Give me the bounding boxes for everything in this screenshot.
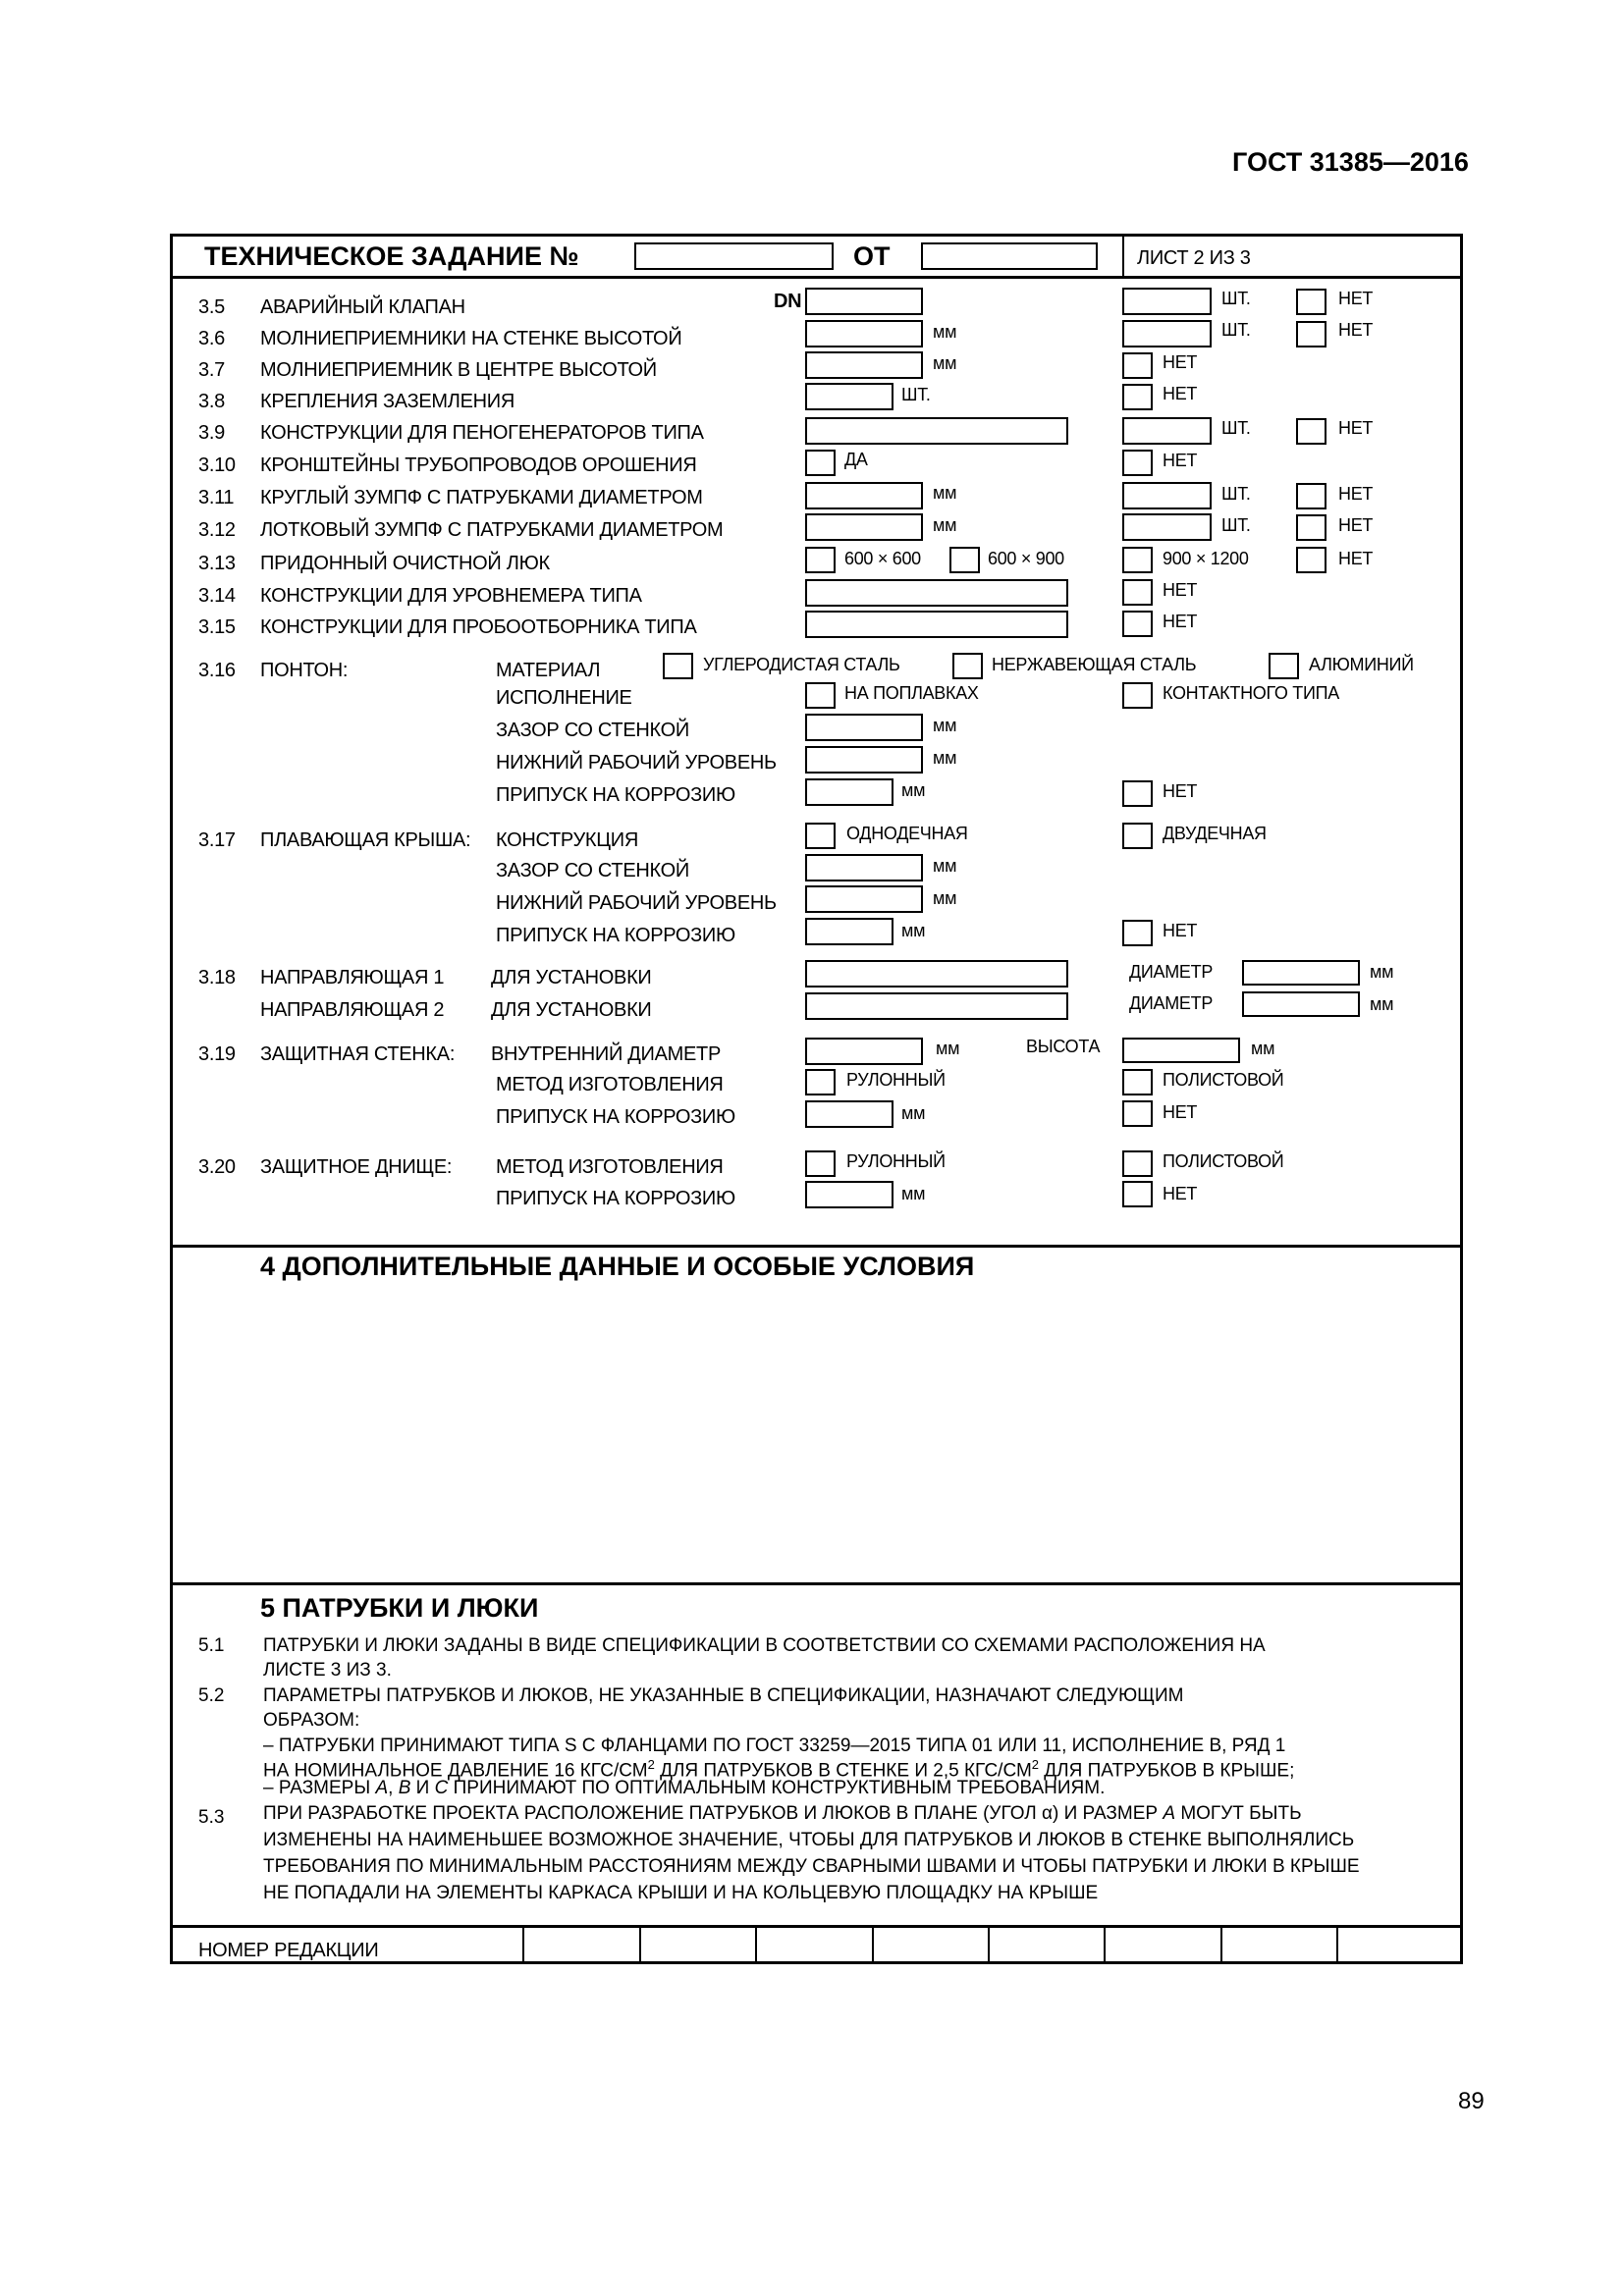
guide1-install-field[interactable] [805,960,1068,988]
unit-mm: мм [933,483,957,503]
no-label: НЕТ [1163,352,1198,372]
ponton-aluminium-checkbox[interactable] [1269,653,1299,679]
paragraph-5-2-line1: – ПАТРУБКИ ПРИНИМАЮТ ТИПА S С ФЛАНЦАМИ ПО ГОСТ 33259—2015 ТИПА 01 ИЛИ 11, ИСПОЛНЕНИЕ В, РЯД 1 [263,1735,1286,1756]
no-label: НЕТ [1163,384,1198,403]
revision-cell-divider [1336,1926,1338,1964]
dn-label: DN [774,291,802,312]
row-label: КОНСТРУКЦИИ ДЛЯ ПРОБООТБОРНИКА ТИПА [260,616,697,638]
ponton-gap-field[interactable] [805,714,923,741]
ponton-corrosion-field[interactable] [805,778,893,806]
row-number: 3.14 [198,585,236,607]
row-number: 3.15 [198,616,236,638]
standard-number: ГОСТ 31385—2016 [1232,147,1469,177]
foam-generator-type-field[interactable] [805,417,1068,445]
section3-divider [170,1245,1463,1248]
execution-label: ИСПОЛНЕНИЕ [496,687,632,709]
form-title: ТЕХНИЧЕСКОЕ ЗАДАНИЕ № [204,241,579,271]
ponton-corrosion-no-checkbox[interactable] [1122,780,1153,807]
row-number: 3.19 [198,1043,236,1065]
unit-mm: мм [933,856,957,876]
unit-pcs: ШТ. [901,385,931,404]
no-label: НЕТ [1338,549,1374,568]
sprinkler-yes-checkbox[interactable] [805,450,836,476]
unit-mm: мм [933,716,957,735]
no-label: НЕТ [1338,515,1374,535]
dimension-b: В [398,1778,411,1798]
row-number: 3.20 [198,1156,236,1178]
grounding-qty-field[interactable] [805,383,893,410]
tray-sump-qty-field[interactable] [1122,513,1212,541]
corrosion-label: ПРИПУСК НА КОРРОЗИЮ [496,925,735,946]
level-gauge-no-checkbox[interactable] [1122,579,1153,606]
additional-conditions-area[interactable] [196,1296,1443,1571]
diameter-label: ДИАМЕТР [1129,962,1214,982]
roof-label: ПЛАВАЮЩАЯ КРЫША: [260,829,471,851]
round-sump-qty-field[interactable] [1122,482,1212,509]
bottom-sheet-checkbox[interactable] [1122,1150,1153,1177]
footer-divider [170,1925,1463,1928]
dimension-a: А [375,1778,389,1798]
date-field[interactable] [921,242,1098,270]
unit-mm: мм [933,353,957,373]
revision-cell-divider [872,1926,874,1964]
unit-mm: мм [933,515,957,535]
lower-level-label: НИЖНИЙ РАБОЧИЙ УРОВЕНЬ [496,752,777,774]
double-deck-label: ДВУДЕЧНАЯ [1163,824,1267,843]
hatch-no-checkbox[interactable] [1296,547,1326,573]
row-number: 3.18 [198,967,236,988]
construction-label: КОНСТРУКЦИЯ [496,829,638,851]
guide1-label: НАПРАВЛЯЮЩАЯ 1 [260,967,445,988]
carbon-steel-label: УГЛЕРОДИСТАЯ СТАЛЬ [703,655,900,674]
paragraph-5-1: ПАТРУБКИ И ЛЮКИ ЗАДАНЫ В ВИДЕ СПЕЦИФИКАЦИИ В СООТВЕТСТВИИ СО СХЕМАМИ РАСПОЛОЖЕНИЯ НА ЛИСТЕ 3 ИЗ 3. [263,1635,1266,1681]
gap-label: ЗАЗОР СО СТЕНКОЙ [496,720,689,741]
wall-corrosion-no-checkbox[interactable] [1122,1100,1153,1127]
rolled-label: РУЛОННЫЙ [846,1151,946,1171]
pressure-wall-text: НА НОМИНАЛЬНОЕ ДАВЛЕНИЕ 16 КГС/СМ [263,1760,648,1782]
hatch-900x1200-checkbox[interactable] [1122,547,1153,573]
valve-dn-field[interactable] [805,288,923,315]
wall-rolled-checkbox[interactable] [805,1069,836,1095]
unit-mm: мм [901,921,926,940]
revision-cell-divider [522,1926,524,1964]
unit-pcs: ШТ. [1221,484,1251,504]
no-label: НЕТ [1338,289,1374,308]
paragraph-5-3 [263,1800,1382,1906]
diameter-label: ДИАМЕТР [1129,993,1214,1013]
paragraph-5-3-part1: ПРИ РАЗРАБОТКЕ ПРОЕКТА РАСПОЛОЖЕНИЕ ПАТРУБКОВ И ЛЮКОВ В ПЛАНЕ (УГОЛ α) И РАЗМЕР [263,1803,1164,1824]
superscript: 2 [647,1757,655,1772]
round-sump-no-checkbox[interactable] [1296,483,1326,509]
no-label: НЕТ [1338,418,1374,438]
inner-diameter-label: ВНУТРЕННИЙ ДИАМЕТР [491,1043,721,1065]
center-rod-no-checkbox[interactable] [1122,352,1153,379]
corrosion-label: ПРИПУСК НА КОРРОЗИЮ [496,784,735,806]
revision-label: НОМЕР РЕДАКЦИИ [198,1940,379,1961]
row-number: 3.9 [198,422,225,444]
order-number-field[interactable] [634,242,834,270]
unit-pcs: ШТ. [1221,289,1251,308]
unit-mm: мм [936,1039,960,1058]
paragraph-5-3-part2: МОГУТ БЫТЬ ИЗМЕНЕНЫ НА НАИМЕНЬШЕЕ ВОЗМОЖНОЕ ЗНАЧЕНИЕ, ЧТОБЫ ДЛЯ ПАТРУБКОВ И ЛЮКОВ В СТЕНКЕ ВЫПОЛНЯЛИСЬ ТРЕБОВАНИЯ ПО МИНИМАЛЬНЫМ РАССТОЯНИЯМ МЕЖДУ СВАРНЫМИ ШВАМИ И ЧТОБЫ ПАТРУБКИ И ЛЮКИ В КРЫШЕ НЕ ПОПАДАЛИ НА ЭЛЕМЕНТЫ КАРКАСА КРЫШИ И НА КОЛЬЦЕВУЮ ПЛОЩАДКУ НА КРЫШЕ [263,1803,1360,1903]
wall-rod-qty-field[interactable] [1122,320,1212,347]
dimensions-suffix: ПРИНИМАЮТ ПО ОПТИМАЛЬНЫМ КОНСТРУКТИВНЫМ ТРЕБОВАНИЯМ. [448,1778,1106,1798]
row-number: 3.8 [198,391,225,412]
revision-cell-divider [1220,1926,1222,1964]
for-install-label: ДЛЯ УСТАНОВКИ [491,999,652,1021]
row-label: КОНСТРУКЦИИ ДЛЯ ПЕНОГЕНЕРАТОРОВ ТИПА [260,422,704,444]
no-label: НЕТ [1163,580,1198,600]
pressure-roof-tail: ДЛЯ ПАТРУБКОВ В КРЫШЕ; [1039,1760,1295,1782]
bottom-rolled-checkbox[interactable] [805,1150,836,1177]
gap-label: ЗАЗОР СО СТЕНКОЙ [496,860,689,881]
row-number: 3.10 [198,454,236,476]
row-number: 3.11 [198,487,235,508]
sheet-label: ЛИСТ 2 ИЗ 3 [1137,247,1251,269]
row-label: КРУГЛЫЙ ЗУМПФ С ПАТРУБКАМИ ДИАМЕТРОМ [260,487,703,508]
ponton-contact-checkbox[interactable] [1122,682,1153,709]
no-label: НЕТ [1163,781,1198,801]
row-number: 3.13 [198,553,236,574]
lower-level-label: НИЖНИЙ РАБОЧИЙ УРОВЕНЬ [496,892,777,914]
guide1-diameter-field[interactable] [1242,960,1360,986]
row-number: 3.5 [198,296,225,318]
roof-corrosion-field[interactable] [805,918,893,945]
tray-sump-diameter-field[interactable] [805,513,923,541]
row-label: АВАРИЙНЫЙ КЛАПАН [260,296,465,318]
revision-cell-divider [1104,1926,1106,1964]
revision-cell-divider [755,1926,757,1964]
sheet-label: ПОЛИСТОВОЙ [1163,1070,1284,1090]
stainless-steel-label: НЕРЖАВЕЮЩАЯ СТАЛЬ [992,655,1197,674]
unit-mm: мм [933,748,957,768]
ponton-floats-checkbox[interactable] [805,682,836,709]
hatch-option-label: 900 × 1200 [1163,549,1249,568]
unit-mm: мм [1370,994,1394,1014]
sprinkler-no-checkbox[interactable] [1122,450,1153,476]
no-label: НЕТ [1163,1102,1198,1122]
no-label: НЕТ [1163,451,1198,470]
row-label: ЛОТКОВЫЙ ЗУМПФ С ПАТРУБКАМИ ДИАМЕТРОМ [260,519,724,541]
superscript: 2 [1031,1757,1040,1772]
row-label: МОЛНИЕПРИЕМНИКИ НА СТЕНКЕ ВЫСОТОЙ [260,328,682,349]
method-label: МЕТОД ИЗГОТОВЛЕНИЯ [496,1156,724,1178]
separator: И [410,1778,435,1798]
wall-corrosion-field[interactable] [805,1100,893,1128]
unit-mm: мм [1251,1039,1275,1058]
valve-qty-field[interactable] [1122,288,1212,315]
guide2-install-field[interactable] [805,992,1068,1020]
from-label: ОТ [853,241,891,271]
separator: , [388,1778,399,1798]
row-label: КРЕПЛЕНИЯ ЗАЗЕМЛЕНИЯ [260,391,514,412]
pressure-roof-text: ДЛЯ ПАТРУБКОВ В СТЕНКЕ И 2,5 КГС/СМ [654,1760,1032,1782]
no-label: НЕТ [1163,1184,1198,1203]
method-label: МЕТОД ИЗГОТОВЛЕНИЯ [496,1074,724,1095]
foam-generator-no-checkbox[interactable] [1296,418,1326,445]
bottom-corrosion-field[interactable] [805,1181,893,1208]
roof-double-deck-checkbox[interactable] [1122,823,1153,849]
material-label: МАТЕРИАЛ [496,660,601,681]
revision-cell-divider [639,1926,641,1964]
row-number: 3.6 [198,328,225,349]
wall-rod-no-checkbox[interactable] [1296,321,1326,347]
unit-mm: мм [1370,962,1394,982]
wall-rod-height-field[interactable] [805,320,923,347]
hatch-option-label: 600 × 600 [844,549,921,568]
corrosion-label: ПРИПУСК НА КОРРОЗИЮ [496,1188,735,1209]
paragraph-number: 5.1 [198,1635,225,1656]
floats-label: НА ПОПЛАВКАХ [844,683,979,703]
wall-inner-diameter-field[interactable] [805,1038,923,1065]
row-number: 3.16 [198,660,236,681]
no-label: НЕТ [1163,612,1198,631]
hatch-option-label: 600 × 900 [988,549,1064,568]
row-number: 3.17 [198,829,236,851]
sheet-divider [1122,234,1124,277]
row-label: ПРИДОННЫЙ ОЧИСТНОЙ ЛЮК [260,553,550,574]
sampler-no-checkbox[interactable] [1122,611,1153,637]
ponton-lower-level-field[interactable] [805,746,923,774]
unit-pcs: ШТ. [1221,320,1251,340]
dimension-c: С [434,1778,449,1798]
paragraph-number: 5.2 [198,1685,225,1706]
roof-gap-field[interactable] [805,854,923,881]
hatch-600x900-checkbox[interactable] [949,547,980,573]
ponton-carbon-steel-checkbox[interactable] [663,653,693,679]
wall-sheet-checkbox[interactable] [1122,1069,1153,1095]
contact-label: КОНТАКТНОГО ТИПА [1163,683,1339,703]
aluminium-label: АЛЮМИНИЙ [1309,655,1414,674]
wall-height-field[interactable] [1122,1038,1240,1063]
valve-no-checkbox[interactable] [1296,289,1326,315]
no-label: НЕТ [1163,921,1198,940]
center-rod-height-field[interactable] [805,351,923,379]
bottom-corrosion-no-checkbox[interactable] [1122,1181,1153,1207]
roof-single-deck-checkbox[interactable] [805,823,836,849]
section5-title: 5 ПАТРУБКИ И ЛЮКИ [260,1593,539,1623]
roof-lower-level-field[interactable] [805,885,923,913]
yes-label: ДА [844,450,868,469]
section4-divider [170,1582,1463,1585]
grounding-no-checkbox[interactable] [1122,384,1153,410]
unit-mm: мм [901,1184,926,1203]
foam-generator-qty-field[interactable] [1122,417,1212,445]
row-number: 3.12 [198,519,236,541]
page-number: 89 [1458,2088,1485,2114]
row-number: 3.7 [198,359,225,381]
paragraph-number: 5.3 [198,1807,225,1828]
ponton-stainless-steel-checkbox[interactable] [952,653,983,679]
for-install-label: ДЛЯ УСТАНОВКИ [491,967,652,988]
no-label: НЕТ [1338,484,1374,504]
row-label: КОНСТРУКЦИИ ДЛЯ УРОВНЕМЕРА ТИПА [260,585,642,607]
height-label: ВЫСОТА [1026,1037,1101,1056]
no-label: НЕТ [1338,320,1374,340]
bottom-label: ЗАЩИТНОЕ ДНИЩЕ: [260,1156,453,1178]
single-deck-label: ОДНОДЕЧНАЯ [846,824,968,843]
sampler-type-field[interactable] [805,611,1068,638]
guide2-diameter-field[interactable] [1242,991,1360,1017]
tray-sump-no-checkbox[interactable] [1296,514,1326,541]
corrosion-label: ПРИПУСК НА КОРРОЗИЮ [496,1106,735,1128]
unit-pcs: ШТ. [1221,515,1251,535]
section4-title: 4 ДОПОЛНИТЕЛЬНЫЕ ДАННЫЕ И ОСОБЫЕ УСЛОВИЯ [260,1252,975,1281]
unit-mm: мм [933,888,957,908]
revision-cell-divider [988,1926,990,1964]
unit-pcs: ШТ. [1221,418,1251,438]
dimensions-prefix: – РАЗМЕРЫ [263,1778,376,1798]
paragraph-5-2-line3 [263,1776,1105,1800]
wall-label: ЗАЩИТНАЯ СТЕНКА: [260,1043,456,1065]
rolled-label: РУЛОННЫЙ [846,1070,946,1090]
roof-corrosion-no-checkbox[interactable] [1122,920,1153,946]
header-divider [170,276,1463,279]
unit-mm: мм [901,780,926,800]
ponton-label: ПОНТОН: [260,660,349,681]
dimension-a: А [1163,1803,1176,1824]
hatch-600x600-checkbox[interactable] [805,547,836,573]
unit-mm: мм [933,322,957,342]
level-gauge-type-field[interactable] [805,579,1068,607]
sheet-label: ПОЛИСТОВОЙ [1163,1151,1284,1171]
paragraph-5-2-head: ПАРАМЕТРЫ ПАТРУБКОВ И ЛЮКОВ, НЕ УКАЗАННЫЕ В СПЕЦИФИКАЦИИ, НАЗНАЧАЮТ СЛЕДУЮЩИМ ОБРАЗОМ: [263,1685,1184,1731]
round-sump-diameter-field[interactable] [805,482,923,509]
row-label: МОЛНИЕПРИЕМНИК В ЦЕНТРЕ ВЫСОТОЙ [260,359,657,381]
guide2-label: НАПРАВЛЯЮЩАЯ 2 [260,999,445,1021]
row-label: КРОНШТЕЙНЫ ТРУБОПРОВОДОВ ОРОШЕНИЯ [260,454,697,476]
unit-mm: мм [901,1103,926,1123]
